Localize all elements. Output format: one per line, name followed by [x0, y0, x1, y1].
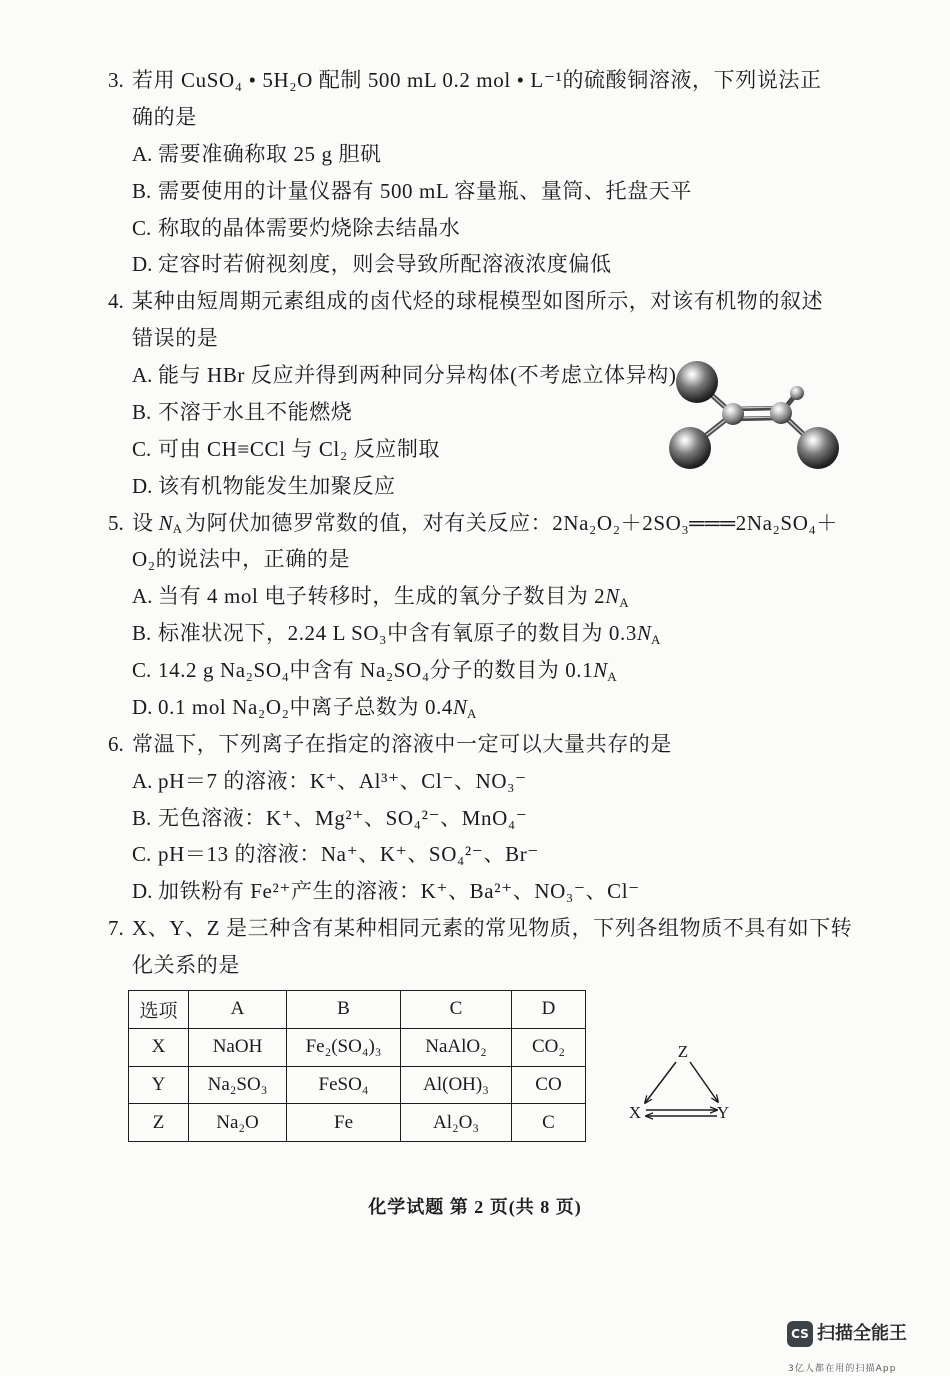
avogadro-constant-subscript: A: [467, 705, 477, 721]
question-stem-text: O₂的说法中，正确的是: [132, 547, 351, 572]
option-label: A.: [132, 584, 153, 609]
option-label: C.: [132, 658, 152, 682]
table-row: [129, 1104, 586, 1142]
option-label: C.: [132, 436, 152, 461]
table-cell: Na₂O: [189, 1104, 287, 1142]
table-cell: Na₂SO₃: [189, 1066, 287, 1104]
question-stem-line: [108, 505, 868, 542]
option-label: B.: [132, 805, 152, 830]
option-label: D.: [132, 694, 153, 719]
question-stem-text: 为阿伏加德罗常数的值，对有关反应：2Na₂O₂＋2SO₃═══2Na₂SO₄＋: [185, 510, 838, 535]
question-stem-line: [108, 947, 868, 984]
question-stem-line: [108, 62, 868, 99]
table-cell: Fe₂(SO₄)₃: [287, 1028, 401, 1066]
option-text: 定容时若俯视刻度，则会导致所配溶液浓度偏低: [158, 252, 612, 277]
option-a: [108, 136, 868, 173]
table-cell: Al₂O₃: [401, 1104, 512, 1142]
question-stem-text: X、Y、Z 是三种含有某种相同元素的常见物质，下列各组物质不具有如下转: [132, 916, 853, 941]
option-label: D.: [132, 879, 153, 904]
option-text: 无色溶液：K⁺、Mg²⁺、SO₄²⁻、MnO₄⁻: [158, 805, 528, 830]
question-stem-line: [108, 910, 868, 947]
option-label: B.: [132, 621, 152, 646]
option-a: [108, 578, 868, 615]
option-d: [108, 873, 868, 910]
question-stem-text: 设: [132, 510, 154, 535]
question-stem-line: [108, 726, 868, 763]
avogadro-constant-subscript: A: [619, 595, 629, 611]
table-row-label: X: [129, 1028, 189, 1066]
option-text: 不溶于水且不能燃烧: [158, 399, 353, 424]
substance-table: [128, 990, 586, 1142]
table-header-cell: A: [189, 991, 287, 1029]
table-cell: FeSO₄: [287, 1066, 401, 1104]
table-header-cell: D: [512, 991, 586, 1029]
camscanner-logo-icon: CS: [787, 1321, 813, 1347]
avogadro-constant-symbol: N: [158, 510, 173, 535]
option-b: [108, 173, 868, 210]
question-stem-text: 某种由短周期元素组成的卤代烃的球棍模型如图所示，对该有机物的叙述: [132, 289, 824, 314]
question-stem-line: [108, 99, 868, 136]
option-text: 当有 4 mol 电子转移时，生成的氧分子数目为 2: [158, 584, 606, 609]
table-cell: C: [512, 1104, 586, 1142]
table-row: [129, 1028, 586, 1066]
table-row: [129, 1066, 586, 1104]
atom-ball-medium: [722, 403, 744, 425]
question-5: [108, 505, 868, 726]
option-c: [108, 210, 868, 247]
avogadro-constant-subscript: A: [650, 632, 661, 648]
option-label: D.: [132, 473, 153, 498]
avogadro-constant-symbol: N: [605, 584, 620, 609]
avogadro-constant-symbol: N: [593, 658, 608, 682]
avogadro-constant-symbol: N: [636, 621, 651, 646]
page-footer: 化学试题 第 2 页(共 8 页): [368, 1197, 582, 1217]
avogadro-constant-subscript: A: [172, 521, 183, 537]
option-a: [108, 763, 868, 800]
arrow-z-to-x: [645, 1062, 676, 1103]
option-b: [108, 800, 868, 837]
question-stem-text: 错误的是: [132, 326, 219, 351]
watermark-brand: 扫描全能王: [817, 1323, 907, 1344]
atom-ball-medium: [770, 402, 792, 424]
table-cell: CO₂: [512, 1028, 586, 1066]
atom-ball-large: [669, 427, 711, 469]
option-text: 标准状况下，2.24 L SO₃中含有氧原子的数目为 0.3: [158, 621, 637, 646]
table-cell: Fe: [287, 1104, 401, 1142]
diagram-label-y: Y: [716, 1103, 730, 1122]
question-stem-text: 若用 CuSO₄ • 5H₂O 配制 500 mL 0.2 mol • L⁻¹的硫酸铜溶液，下列说法正: [132, 68, 822, 92]
option-b: [108, 615, 868, 652]
question-number: 5.: [108, 510, 124, 535]
option-text: 称取的晶体需要灼烧除去结晶水: [158, 215, 461, 240]
atom-ball-large: [676, 361, 718, 403]
option-text: 该有机物能发生加聚反应: [158, 473, 396, 498]
option-text: 加铁粉有 Fe²⁺产生的溶液：K⁺、Ba²⁺、NO₃⁻、Cl⁻: [158, 879, 640, 904]
option-label: D.: [132, 252, 153, 277]
option-label: B.: [132, 399, 152, 424]
question-6: [108, 726, 868, 910]
option-label: A.: [132, 141, 153, 166]
table-cell: Al(OH)₃: [401, 1066, 512, 1104]
option-text: 可由 CH≡CCl 与 Cl₂ 反应制取: [158, 436, 441, 461]
option-text: 0.1 mol Na₂O₂中离子总数为 0.4: [158, 694, 454, 719]
option-c: [108, 652, 868, 689]
option-label: C.: [132, 215, 152, 240]
table-header-row: [129, 991, 586, 1029]
atom-balls: [669, 361, 839, 469]
table-header-cell: C: [401, 991, 512, 1029]
option-text: 14.2 g Na₂SO₄中含有 Na₂SO₄分子的数目为 0.1: [158, 658, 594, 682]
table-cell: NaAlO₂: [401, 1028, 512, 1066]
question-number: 6.: [108, 731, 124, 756]
option-c: [108, 836, 868, 873]
option-label: C.: [132, 842, 152, 867]
option-d: [108, 689, 868, 726]
question-number: 3.: [108, 68, 124, 92]
question-number: 4.: [108, 289, 124, 314]
table-header-cell: B: [287, 991, 401, 1029]
ball-and-stick-model-figure: [665, 352, 845, 476]
question-stem-line: [108, 541, 868, 578]
option-label: A.: [132, 363, 153, 387]
watermark-tagline: 3亿人都在用的扫描App: [788, 1364, 897, 1374]
option-label: B.: [132, 178, 152, 203]
arrow-z-to-y: [690, 1062, 718, 1102]
table-cell: CO: [512, 1066, 586, 1104]
avogadro-constant-symbol: N: [453, 694, 468, 719]
table-row-label: Z: [129, 1104, 189, 1142]
option-label: A.: [132, 768, 153, 793]
question-7: [108, 910, 868, 984]
question-list: [108, 62, 868, 984]
option-text: pH＝7 的溶液：K⁺、Al³⁺、Cl⁻、NO₃⁻: [158, 768, 527, 793]
question-stem-text: 确的是: [132, 104, 197, 129]
avogadro-constant-subscript: A: [607, 668, 617, 684]
option-text: 能与 HBr 反应并得到两种同分异构体(不考虑立体异构): [158, 363, 677, 387]
table-row-label: Y: [129, 1066, 189, 1104]
question-stem-line: [108, 283, 868, 320]
atom-ball-large: [797, 427, 839, 469]
question-stem-text: 化关系的是: [132, 953, 240, 977]
diagram-label-z: Z: [677, 1042, 689, 1061]
atom-ball-small: [790, 386, 804, 400]
table-header-cell: 选项: [129, 991, 189, 1029]
question-stem-text: 常温下，下列离子在指定的溶液中一定可以大量共存的是: [132, 731, 672, 756]
option-text: 需要准确称取 25 g 胆矾: [158, 141, 382, 166]
option-text: 需要使用的计量仪器有 500 mL 容量瓶、量筒、托盘天平: [158, 178, 693, 203]
option-d: [108, 246, 868, 283]
question-number: 7.: [108, 916, 124, 941]
table-cell: NaOH: [189, 1028, 287, 1066]
diagram-label-x: X: [628, 1103, 642, 1122]
option-text: pH＝13 的溶液：Na⁺、K⁺、SO₄²⁻、Br⁻: [158, 842, 539, 867]
question-3: [108, 62, 868, 283]
